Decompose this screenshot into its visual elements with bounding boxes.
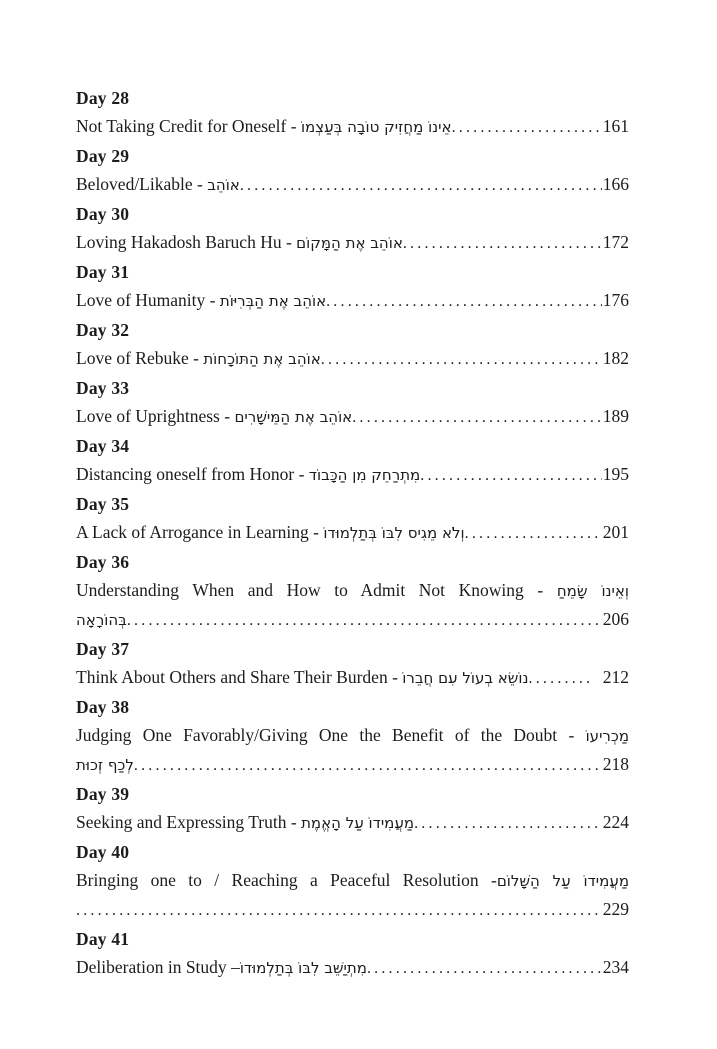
page-number: 206	[602, 609, 629, 629]
entry-separator: -	[294, 464, 309, 484]
entry-title-hebrew: מַכְרִיעוֹ	[585, 727, 630, 745]
entry-title-hebrew: אוֹהֵב אֶת הַתּוֹכָחוֹת	[203, 350, 321, 368]
entry-title-english: Love of Humanity	[76, 290, 206, 310]
toc-entry-line	[76, 721, 629, 750]
entry-title-hebrew: אֵינוֹ מַחֲזִיק טוֹבָה בְּעַצְמוֹ	[300, 118, 452, 136]
dot-leader	[403, 228, 602, 258]
entry-text	[76, 460, 420, 489]
toc-entry	[76, 258, 629, 316]
entry-title-hebrew: אוֹהֵב	[207, 176, 240, 194]
toc-entry-line	[76, 953, 629, 983]
entry-title-hebrew: וְלֹא מֵגִיס לִבּוֹ בְּתַלְמוּדוֹ	[323, 524, 465, 542]
entry-title-english: Deliberation in Study	[76, 957, 227, 977]
toc-entry	[76, 780, 629, 838]
entry-title-english: Bringing one to / Reaching a Peaceful Resolution	[76, 870, 479, 890]
entry-separator: -	[188, 348, 204, 368]
dot-leader	[465, 518, 602, 548]
toc-entry	[76, 490, 629, 548]
entry-title-hebrew: אוֹהֵב אֶת הַמָּקוֹם	[296, 234, 403, 252]
entry-title-hebrew: מִתְרַחֵק מִן הַכָּבוֹד	[308, 466, 421, 484]
entry-separator: -	[286, 116, 301, 136]
toc-day-heading: Day 41	[76, 929, 130, 949]
entry-title-english: Beloved/Likable	[76, 174, 193, 194]
entry-title-english: Judging One Favorably/Giving One the Benefit of the Doubt	[76, 725, 558, 745]
toc-entry-line	[76, 402, 629, 432]
entry-title-english: A Lack of Arrogance in Learning	[76, 522, 309, 542]
entry-title-hebrew: מַעֲמִידוֹ עַל הָאֱמֶת	[301, 814, 415, 832]
page-number: 189	[602, 406, 629, 426]
toc-day-heading: Day 35	[76, 494, 130, 514]
entry-text	[76, 402, 352, 431]
toc-day-heading: Day 36	[76, 552, 130, 572]
toc-entry	[76, 432, 629, 490]
toc-day-heading: Day 40	[76, 842, 130, 862]
toc-entry	[76, 693, 629, 780]
entry-title-english: Love of Rebuke	[76, 348, 189, 368]
dot-leader	[420, 460, 602, 490]
entry-text	[76, 344, 321, 373]
entry-title-hebrew: לְכַף זְכוּת	[76, 756, 134, 774]
toc-day-heading: Day 38	[76, 697, 130, 717]
entry-title-hebrew: בְּהוֹרָאָה	[76, 611, 127, 629]
toc-entry-line	[76, 895, 629, 925]
entry-text	[76, 663, 529, 692]
toc-entry-line	[76, 170, 629, 200]
page-number: 234	[602, 957, 629, 977]
entry-separator: -	[286, 812, 302, 832]
entry-separator: -	[387, 667, 403, 687]
toc-entry-line	[76, 605, 629, 635]
entry-separator: –	[226, 957, 240, 977]
entry-title-hebrew: מַעֲמִידוֹ עַל הַשָּׁלוֹם	[496, 872, 630, 890]
toc-entry	[76, 548, 629, 635]
entry-text	[76, 953, 367, 982]
dot-leader	[367, 953, 602, 983]
entry-title-hebrew: נוֹשֵׂא בְעוֹל עִם חֲבֵרוֹ	[402, 669, 529, 687]
toc-day-heading: Day 31	[76, 262, 130, 282]
page-number: 201	[602, 522, 629, 542]
entry-text	[76, 228, 403, 257]
toc-entry	[76, 84, 629, 142]
entry-title-hebrew: מִתְיַשֵּׁב לִבּוֹ בְּתַלְמוּדוֹ	[239, 959, 367, 977]
entry-title-english: Distancing oneself from Honor	[76, 464, 295, 484]
entry-title-english: Think About Others and Share Their Burden	[76, 667, 388, 687]
page-number: 172	[602, 232, 629, 252]
toc-entry-line	[76, 750, 629, 780]
entry-title-hebrew: וְאֵינוֹ שָׂמֵחַ	[556, 582, 630, 600]
entry-separator: -	[308, 522, 324, 542]
toc-entry	[76, 838, 629, 925]
entry-text	[76, 170, 240, 199]
entry-text	[76, 605, 127, 634]
toc-day-heading: Day 39	[76, 784, 130, 804]
page-number: 224	[602, 812, 629, 832]
dot-leader	[240, 170, 602, 200]
entry-separator: -	[557, 725, 586, 745]
dot-leader	[127, 605, 602, 635]
dot-leader	[529, 663, 593, 693]
toc-entry	[76, 374, 629, 432]
entry-text	[76, 870, 629, 890]
toc-entry-line	[76, 808, 629, 838]
toc-entry	[76, 635, 629, 693]
page-number: 229	[602, 899, 629, 919]
entry-title-english: Loving Hakadosh Baruch Hu	[76, 232, 282, 252]
toc-list	[76, 84, 629, 983]
entry-title-english: Not Taking Credit for Oneself	[76, 116, 287, 136]
entry-text	[76, 112, 452, 141]
toc-day-heading: Day 37	[76, 639, 130, 659]
entry-separator: -	[219, 406, 235, 426]
toc-entry-line	[76, 866, 629, 895]
page-number: 161	[602, 116, 629, 136]
entry-text	[76, 725, 629, 745]
dot-leader	[134, 750, 602, 780]
entry-text	[76, 286, 326, 315]
page-number: 176	[602, 290, 629, 310]
toc-day-heading: Day 32	[76, 320, 130, 340]
toc-entry-line	[76, 460, 629, 490]
entry-separator: -	[205, 290, 220, 310]
entry-text	[76, 808, 414, 837]
entry-title-english: Understanding When and How to Admit Not Knowing	[76, 580, 524, 600]
entry-separator: -	[192, 174, 208, 194]
toc-entry	[76, 142, 629, 200]
entry-separator: -	[523, 580, 557, 600]
dot-leader	[326, 286, 602, 316]
entry-text	[76, 750, 134, 779]
toc-day-heading: Day 30	[76, 204, 130, 224]
toc-entry-line	[76, 286, 629, 316]
entry-title-hebrew: אוֹהֵב אֶת הַמֵּישָׁרִים	[234, 408, 353, 426]
toc-entry-line	[76, 518, 629, 548]
toc-entry-line	[76, 344, 629, 374]
dot-leader	[321, 344, 602, 374]
toc-day-heading: Day 28	[76, 88, 130, 108]
page-number: 195	[602, 464, 629, 484]
entry-title-english: Love of Uprightness	[76, 406, 220, 426]
dot-leader	[352, 402, 602, 432]
entry-text	[76, 580, 629, 600]
toc-entry-line	[76, 576, 629, 605]
toc-day-heading: Day 29	[76, 146, 130, 166]
entry-title-english: Seeking and Expressing Truth	[76, 812, 287, 832]
toc-entry	[76, 200, 629, 258]
page-number: 212	[602, 667, 629, 687]
toc-day-heading: Day 34	[76, 436, 130, 456]
toc-entry-line	[76, 663, 629, 693]
entry-separator: -	[478, 870, 497, 890]
dot-leader	[76, 895, 602, 925]
toc-entry-line	[76, 228, 629, 258]
toc-entry	[76, 925, 629, 983]
entry-text	[76, 518, 465, 547]
toc-day-heading: Day 33	[76, 378, 130, 398]
toc-entry-line	[76, 112, 629, 142]
toc-entry	[76, 316, 629, 374]
entry-separator: -	[281, 232, 297, 252]
dot-leader	[414, 808, 602, 838]
page-number: 218	[602, 754, 629, 774]
page-number: 166	[602, 174, 629, 194]
entry-title-hebrew: אוֹהֵב אֶת הַבְּרִיּוֹת	[219, 292, 327, 310]
dot-leader	[452, 112, 602, 142]
page-number: 182	[602, 348, 629, 368]
